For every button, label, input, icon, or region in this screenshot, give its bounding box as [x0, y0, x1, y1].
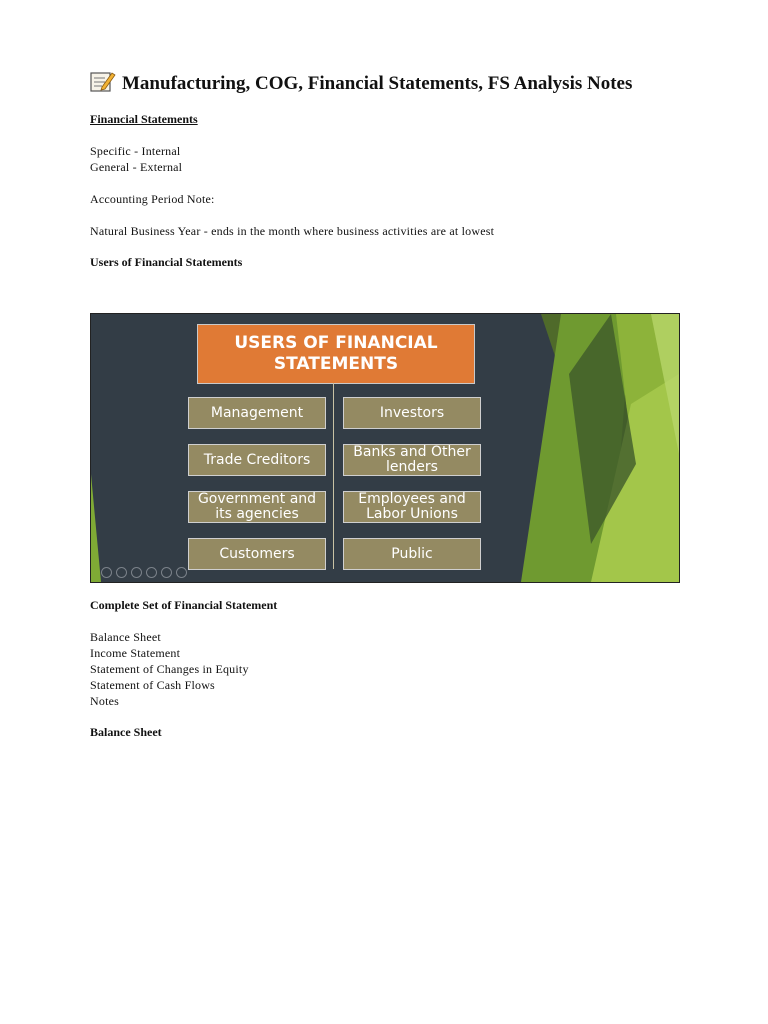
box-management: Management	[188, 397, 326, 429]
accounting-period-line: Accounting Period Note:	[90, 192, 215, 206]
box-public: Public	[343, 538, 481, 570]
users-slide-image	[90, 313, 680, 583]
slide-title: USERS OF FINANCIAL STATEMENTS	[197, 324, 475, 384]
list-item: Income Statement	[90, 646, 181, 660]
section-financial-statements: Financial Statements	[90, 112, 198, 126]
box-government: Government and its agencies	[188, 491, 326, 523]
pen-icon	[131, 567, 142, 578]
next-icon	[116, 567, 127, 578]
page-title	[90, 70, 680, 96]
section-complete-set: Complete Set of Financial Statement	[90, 598, 278, 612]
list-item: Statement of Changes in Equity	[90, 662, 249, 676]
slide-toolbar	[101, 567, 187, 578]
list-item: Statement of Cash Flows	[90, 678, 215, 692]
prev-icon	[101, 567, 112, 578]
natural-business-year-line: Natural Business Year - ends in the month where business activities are at lowest	[90, 224, 495, 238]
memo-icon	[90, 70, 116, 92]
section-users: Users of Financial Statements	[90, 255, 243, 269]
slide-connector-line	[333, 383, 334, 569]
title-text: Manufacturing, COG, Financial Statements, FS Analysis Notes	[122, 73, 633, 94]
general-line: General - External	[90, 160, 183, 174]
box-employees: Employees and Labor Unions	[343, 491, 481, 523]
list-item: Notes	[90, 694, 119, 708]
more-icon	[176, 567, 187, 578]
list-item: Balance Sheet	[90, 630, 161, 644]
zoom-icon	[161, 567, 172, 578]
specific-line: Specific - Internal	[90, 144, 181, 158]
box-trade-creditors: Trade Creditors	[188, 444, 326, 476]
box-banks: Banks and Other lenders	[343, 444, 481, 476]
document-body-lower	[90, 598, 690, 740]
box-customers: Customers	[188, 538, 326, 570]
box-investors: Investors	[343, 397, 481, 429]
document-body	[90, 70, 690, 270]
slides-icon	[146, 567, 157, 578]
section-balance-sheet: Balance Sheet	[90, 725, 162, 739]
